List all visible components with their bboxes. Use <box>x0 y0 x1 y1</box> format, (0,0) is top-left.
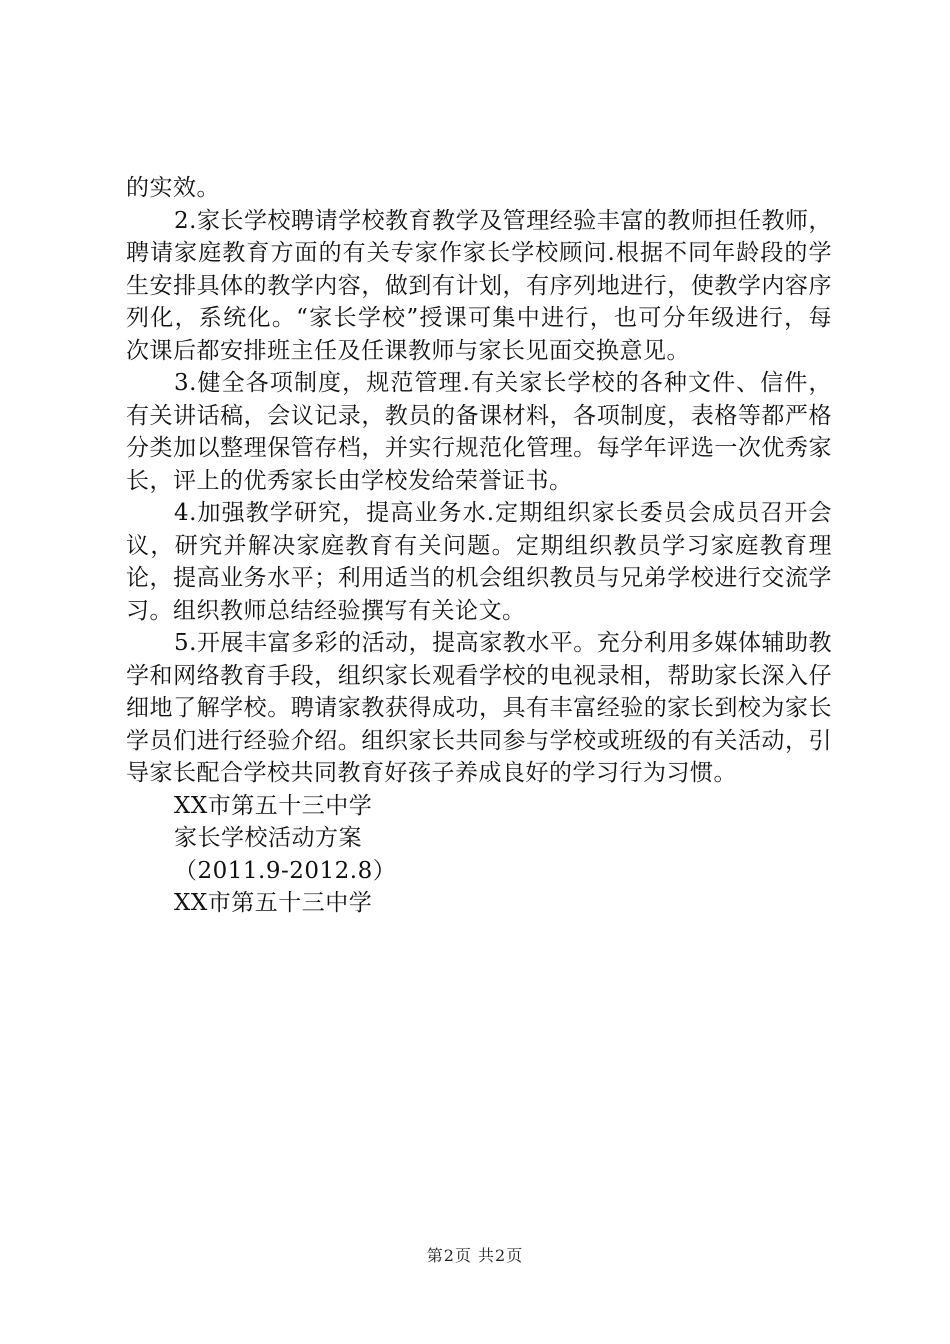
paragraph-item-5: 5.开展丰富多彩的活动，提高家教水平。充分利用多媒体辅助教学和网络教育手段，组织家长观看学校的电视录相，帮助家长深入仔细地了解学校。聘请家教获得成功，具有丰富经验的家长到校为家长学员们进行经验介绍。组织家长共同参与学校或班级的有关活动，引导家长配合学校共同教育好孩子养成良好的学习行为习惯。 <box>126 630 832 786</box>
page-number-footer: 第2页 共2页 <box>426 1246 524 1265</box>
paragraph-item-3: 3.健全各项制度，规范管理.有关家长学校的各种文件、信件，有关讲话稿，会议记录，教员的备课材料，各项制度，表格等都严格分类加以整理保管存档，并实行规范化管理。每学年评选一次优秀家长，评上的优秀家长由学校发给荣誉证书。 <box>126 370 832 494</box>
signature-school-name-repeat: XX市第五十三中学 <box>174 890 373 916</box>
paragraph-continuation: 的实效。 <box>126 175 220 201</box>
signature-date-range: （2011.9-2012.8） <box>174 857 397 884</box>
signature-plan-title: 家长学校活动方案 <box>174 825 362 851</box>
document-body <box>126 172 832 920</box>
paragraph-item-2: 2.家长学校聘请学校教育教学及管理经验丰富的教师担任教师，聘请家庭教育方面的有关专家作家长学校顾问.根据不同年龄段的学生安排具体的教学内容，做到有计划，有序列地进行，使教学内容序列化，系统化。“家长学校”授课可集中进行，也可分年级进行，每次课后都安排班主任及任课教师与家长见面交换意见。 <box>126 207 832 364</box>
signature-block <box>126 790 832 920</box>
signature-school-name: XX市第五十三中学 <box>174 792 373 819</box>
paragraph-item-4: 4.加强教学研究，提高业务水.定期组织家长委员会成员召开会议，研究并解决家庭教育有关问题。定期组织教员学习家庭教育理论，提高业务水平；利用适当的机会组织教员与兄弟学校进行交流学习。组织教师总结经验撰写有关论文。 <box>126 500 832 624</box>
